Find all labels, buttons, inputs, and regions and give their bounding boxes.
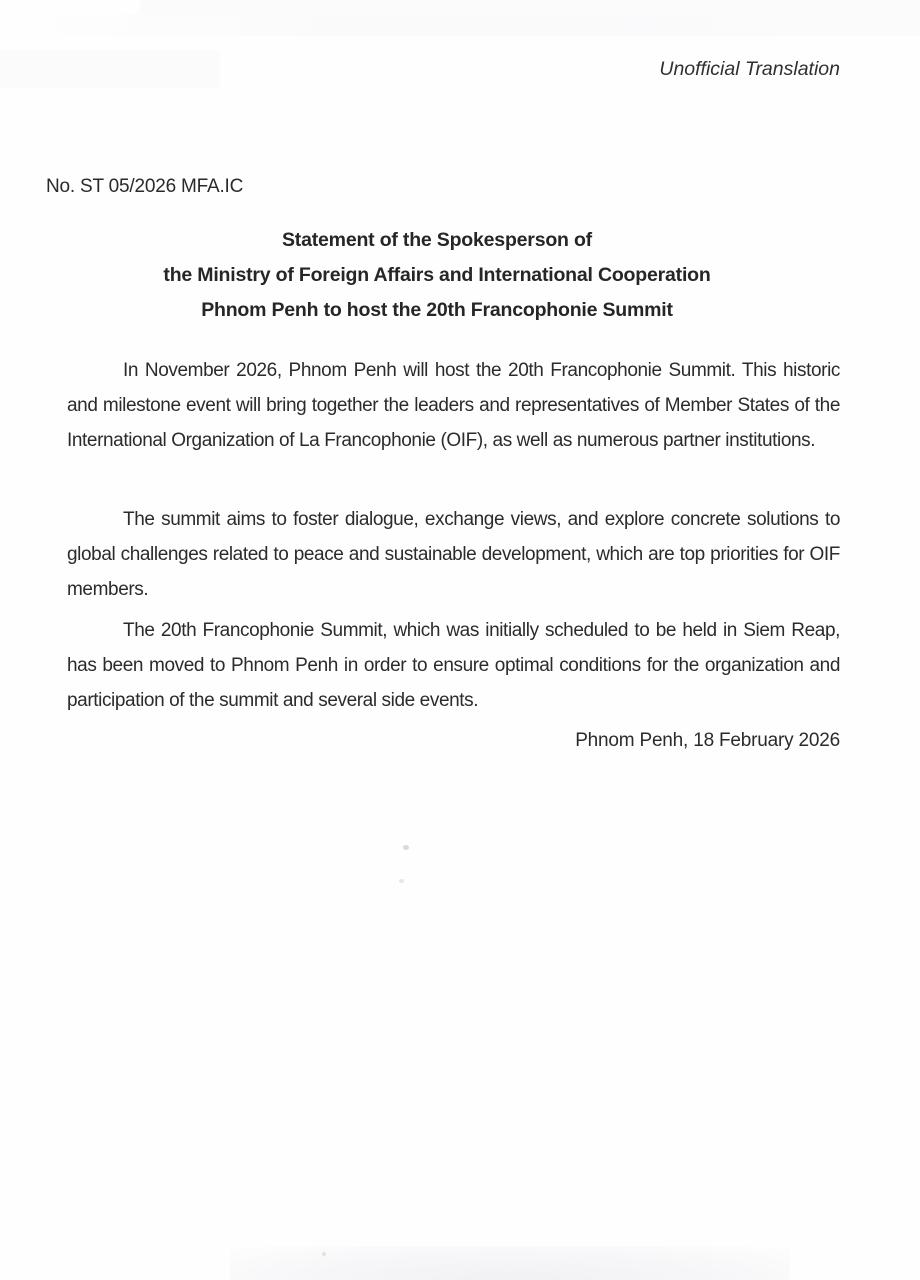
scan-shading-artifact: [140, 0, 920, 14]
paragraph-summit-announcement: In November 2026, Phnom Penh will host the 20th Francophonie Summit. This historic and milestone event will bring together the leaders and representatives of Member States of the International Organization of La Francophonie (OIF), as well as numerous partner institutions.: [67, 360, 840, 451]
scan-speck-artifact: [403, 845, 409, 850]
reference-number: No. ST 05/2026 MFA.IC: [46, 176, 244, 197]
paragraph-venue-change: The 20th Francophonie Summit, which was initially scheduled to be held in Siem Reap, has been moved to Phnom Penh in order to ensure optimal conditions for the organization and participation of the summit and several side events.: [67, 620, 840, 711]
document-title-line-3: Phnom Penh to host the 20th Francophonie Summit: [201, 299, 673, 321]
translation-note: Unofficial Translation: [659, 58, 840, 80]
scan-shading-artifact: [0, 14, 920, 36]
scan-shading-artifact: [0, 50, 220, 88]
paragraph-summit-aims: The summit aims to foster dialogue, exchange views, and explore concrete solutions to global challenges related to peace and sustainable development, which are top priorities for OIF members.: [67, 509, 840, 600]
scan-shadow-artifact: [230, 1246, 790, 1280]
scan-speck-artifact: [322, 1252, 326, 1256]
dateline: Phnom Penh, 18 February 2026: [575, 730, 840, 751]
scan-speck-artifact: [399, 879, 404, 883]
document-title: [0, 223, 874, 328]
document-title-line-1: Statement of the Spokesperson of: [282, 229, 592, 251]
document-title-line-2: the Ministry of Foreign Affairs and International Cooperation: [163, 264, 711, 286]
